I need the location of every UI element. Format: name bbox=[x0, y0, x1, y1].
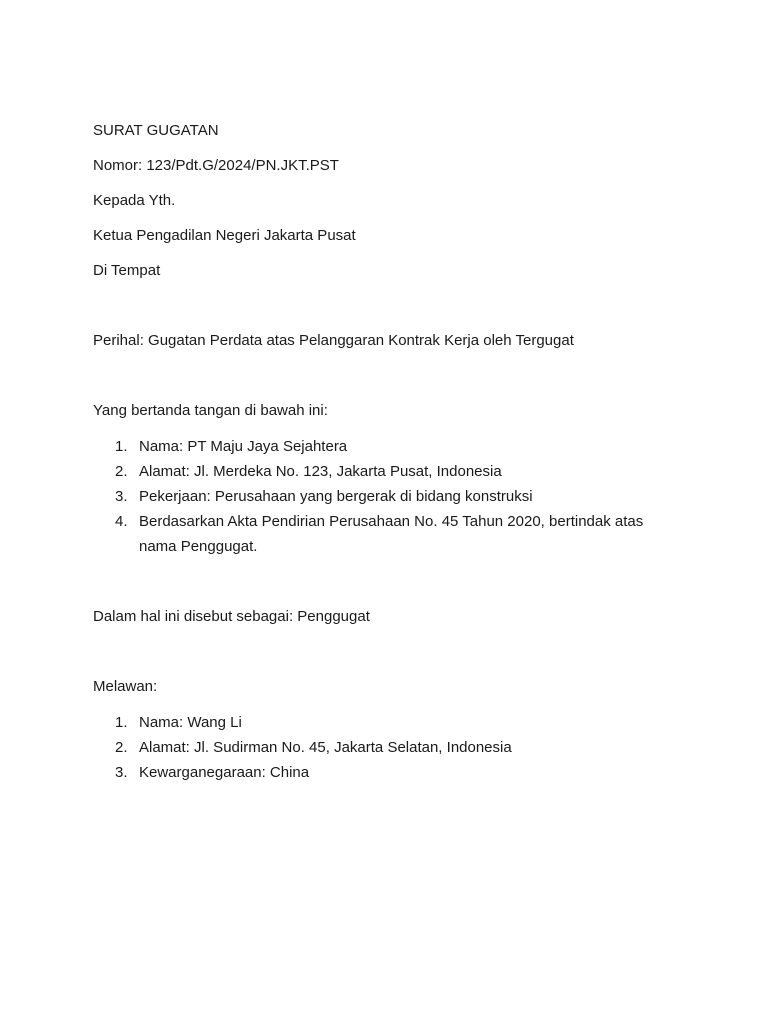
list-item-text: Kewarganegaraan: China bbox=[139, 764, 310, 781]
list-item-text: Nama: PT Maju Jaya Sejahtera bbox=[139, 438, 348, 455]
document-page bbox=[93, 119, 673, 785]
defendant-list bbox=[93, 710, 673, 785]
list-item-number: 3. bbox=[115, 764, 128, 781]
subject-line: Perihal: Gugatan Perdata atas Pelanggaran Kontrak Kerja oleh Tergugat bbox=[93, 332, 574, 349]
addressee-intro: Kepada Yth. bbox=[93, 192, 176, 209]
list-item-text: Alamat: Jl. Merdeka No. 123, Jakarta Pusat, Indonesia bbox=[139, 463, 502, 480]
list-item-text: Berdasarkan Akta Pendirian Perusahaan No. 45 Tahun 2020, bertindak atas nama Penggugat. bbox=[139, 513, 644, 555]
addressee: Ketua Pengadilan Negeri Jakarta Pusat bbox=[93, 227, 356, 244]
list-item-text: Alamat: Jl. Sudirman No. 45, Jakarta Selatan, Indonesia bbox=[139, 739, 512, 756]
list-item-number: 4. bbox=[115, 513, 128, 530]
list-item bbox=[93, 434, 673, 459]
location: Di Tempat bbox=[93, 262, 161, 279]
plaintiff-list bbox=[93, 434, 673, 559]
list-item-text: Pekerjaan: Perusahaan yang bergerak di bidang konstruksi bbox=[139, 488, 533, 505]
document-title: SURAT GUGATAN bbox=[93, 122, 219, 139]
plaintiff-designation: Dalam hal ini disebut sebagai: Penggugat bbox=[93, 608, 370, 625]
list-item bbox=[93, 760, 673, 785]
defendant-intro: Melawan: bbox=[93, 678, 158, 695]
plaintiff-intro: Yang bertanda tangan di bawah ini: bbox=[93, 402, 328, 419]
list-item-number: 1. bbox=[115, 714, 128, 731]
list-item bbox=[93, 484, 673, 509]
list-item-number: 2. bbox=[115, 739, 128, 756]
list-item-number: 1. bbox=[115, 438, 128, 455]
list-item bbox=[93, 735, 673, 760]
list-item-text: Nama: Wang Li bbox=[139, 714, 242, 731]
list-item bbox=[93, 459, 673, 484]
case-number: Nomor: 123/Pdt.G/2024/PN.JKT.PST bbox=[93, 157, 339, 174]
list-item-number: 3. bbox=[115, 488, 128, 505]
list-item bbox=[93, 509, 673, 559]
list-item bbox=[93, 710, 673, 735]
list-item-number: 2. bbox=[115, 463, 128, 480]
